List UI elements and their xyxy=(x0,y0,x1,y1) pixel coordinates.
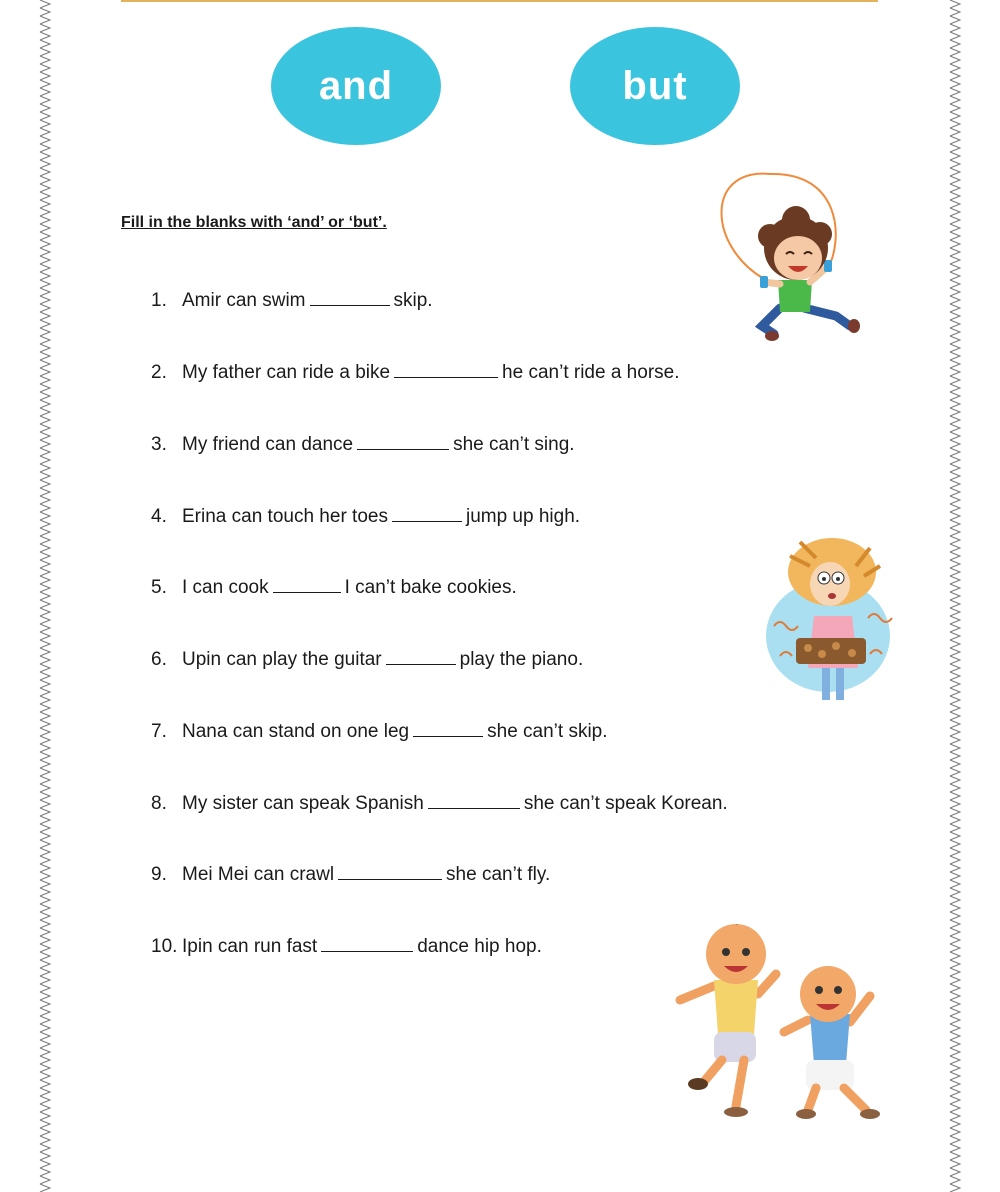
exercise-text-after: she can’t speak Korean. xyxy=(523,793,728,814)
exercise-text-before: Mei Mei can crawl xyxy=(182,864,335,885)
exercise-text-after: she can’t skip. xyxy=(487,721,608,742)
word-but-label: but xyxy=(622,63,688,108)
exercise-item xyxy=(151,790,728,817)
answer-blank[interactable] xyxy=(394,359,498,378)
exercise-number: 3. xyxy=(151,434,167,455)
exercise-number: 7. xyxy=(151,721,167,742)
top-rule xyxy=(121,0,878,2)
exercise-item xyxy=(151,431,575,458)
exercise-text-before: Ipin can run fast xyxy=(182,936,318,957)
exercise-item xyxy=(151,574,517,601)
exercise-text-after: I can’t bake cookies. xyxy=(344,577,517,598)
exercise-text-after: she can’t sing. xyxy=(453,434,575,455)
answer-blank[interactable] xyxy=(357,431,449,450)
exercise-item xyxy=(151,933,542,960)
exercise-item xyxy=(151,646,583,673)
instruction-heading: Fill in the blanks with ‘and’ or ‘but’. xyxy=(121,214,387,231)
word-bubble-but xyxy=(570,27,740,145)
exercise-text-before: Nana can stand on one leg xyxy=(182,721,410,742)
exercise-text-before: Upin can play the guitar xyxy=(182,649,382,670)
answer-blank[interactable] xyxy=(428,790,520,809)
left-decorative-border xyxy=(38,0,52,1192)
girl-with-cookies-icon xyxy=(760,526,906,706)
exercise-number: 5. xyxy=(151,577,167,598)
answer-blank[interactable] xyxy=(413,718,483,737)
exercise-text-before: Amir can swim xyxy=(182,290,306,311)
answer-blank[interactable] xyxy=(386,646,456,665)
exercise-number: 1. xyxy=(151,290,167,311)
exercise-text-after: play the piano. xyxy=(459,649,584,670)
answer-blank[interactable] xyxy=(273,574,341,593)
exercise-number: 2. xyxy=(151,362,167,383)
exercise-text-after: skip. xyxy=(393,290,433,311)
twin-boys-dancing-icon xyxy=(674,924,894,1124)
exercise-text-before: My friend can dance xyxy=(182,434,354,455)
exercise-item xyxy=(151,287,433,314)
exercise-number: 10. xyxy=(151,936,178,957)
exercise-text-before: I can cook xyxy=(182,577,269,598)
exercise-number: 9. xyxy=(151,864,167,885)
exercise-text-before: My sister can speak Spanish xyxy=(182,793,424,814)
answer-blank[interactable] xyxy=(338,861,442,880)
exercise-item xyxy=(151,718,608,745)
answer-blank[interactable] xyxy=(392,503,462,522)
exercise-text-after: he can’t ride a horse. xyxy=(502,362,680,383)
exercise-text-after: jump up high. xyxy=(465,506,581,527)
answer-blank[interactable] xyxy=(321,933,413,952)
answer-blank[interactable] xyxy=(310,287,390,306)
exercise-number: 6. xyxy=(151,649,167,670)
skipping-boy-icon xyxy=(708,168,864,348)
exercise-text-before: My father can ride a bike xyxy=(182,362,391,383)
exercise-item xyxy=(151,861,550,888)
exercise-item xyxy=(151,359,680,386)
exercise-text-after: dance hip hop. xyxy=(417,936,542,957)
exercise-text-after: she can’t fly. xyxy=(446,864,551,885)
word-bubble-and xyxy=(271,27,441,145)
exercise-item xyxy=(151,503,580,530)
word-and-label: and xyxy=(318,63,394,108)
exercise-number: 4. xyxy=(151,506,167,527)
exercise-number: 8. xyxy=(151,793,167,814)
exercise-text-before: Erina can touch her toes xyxy=(182,506,388,527)
right-decorative-border xyxy=(948,0,962,1192)
